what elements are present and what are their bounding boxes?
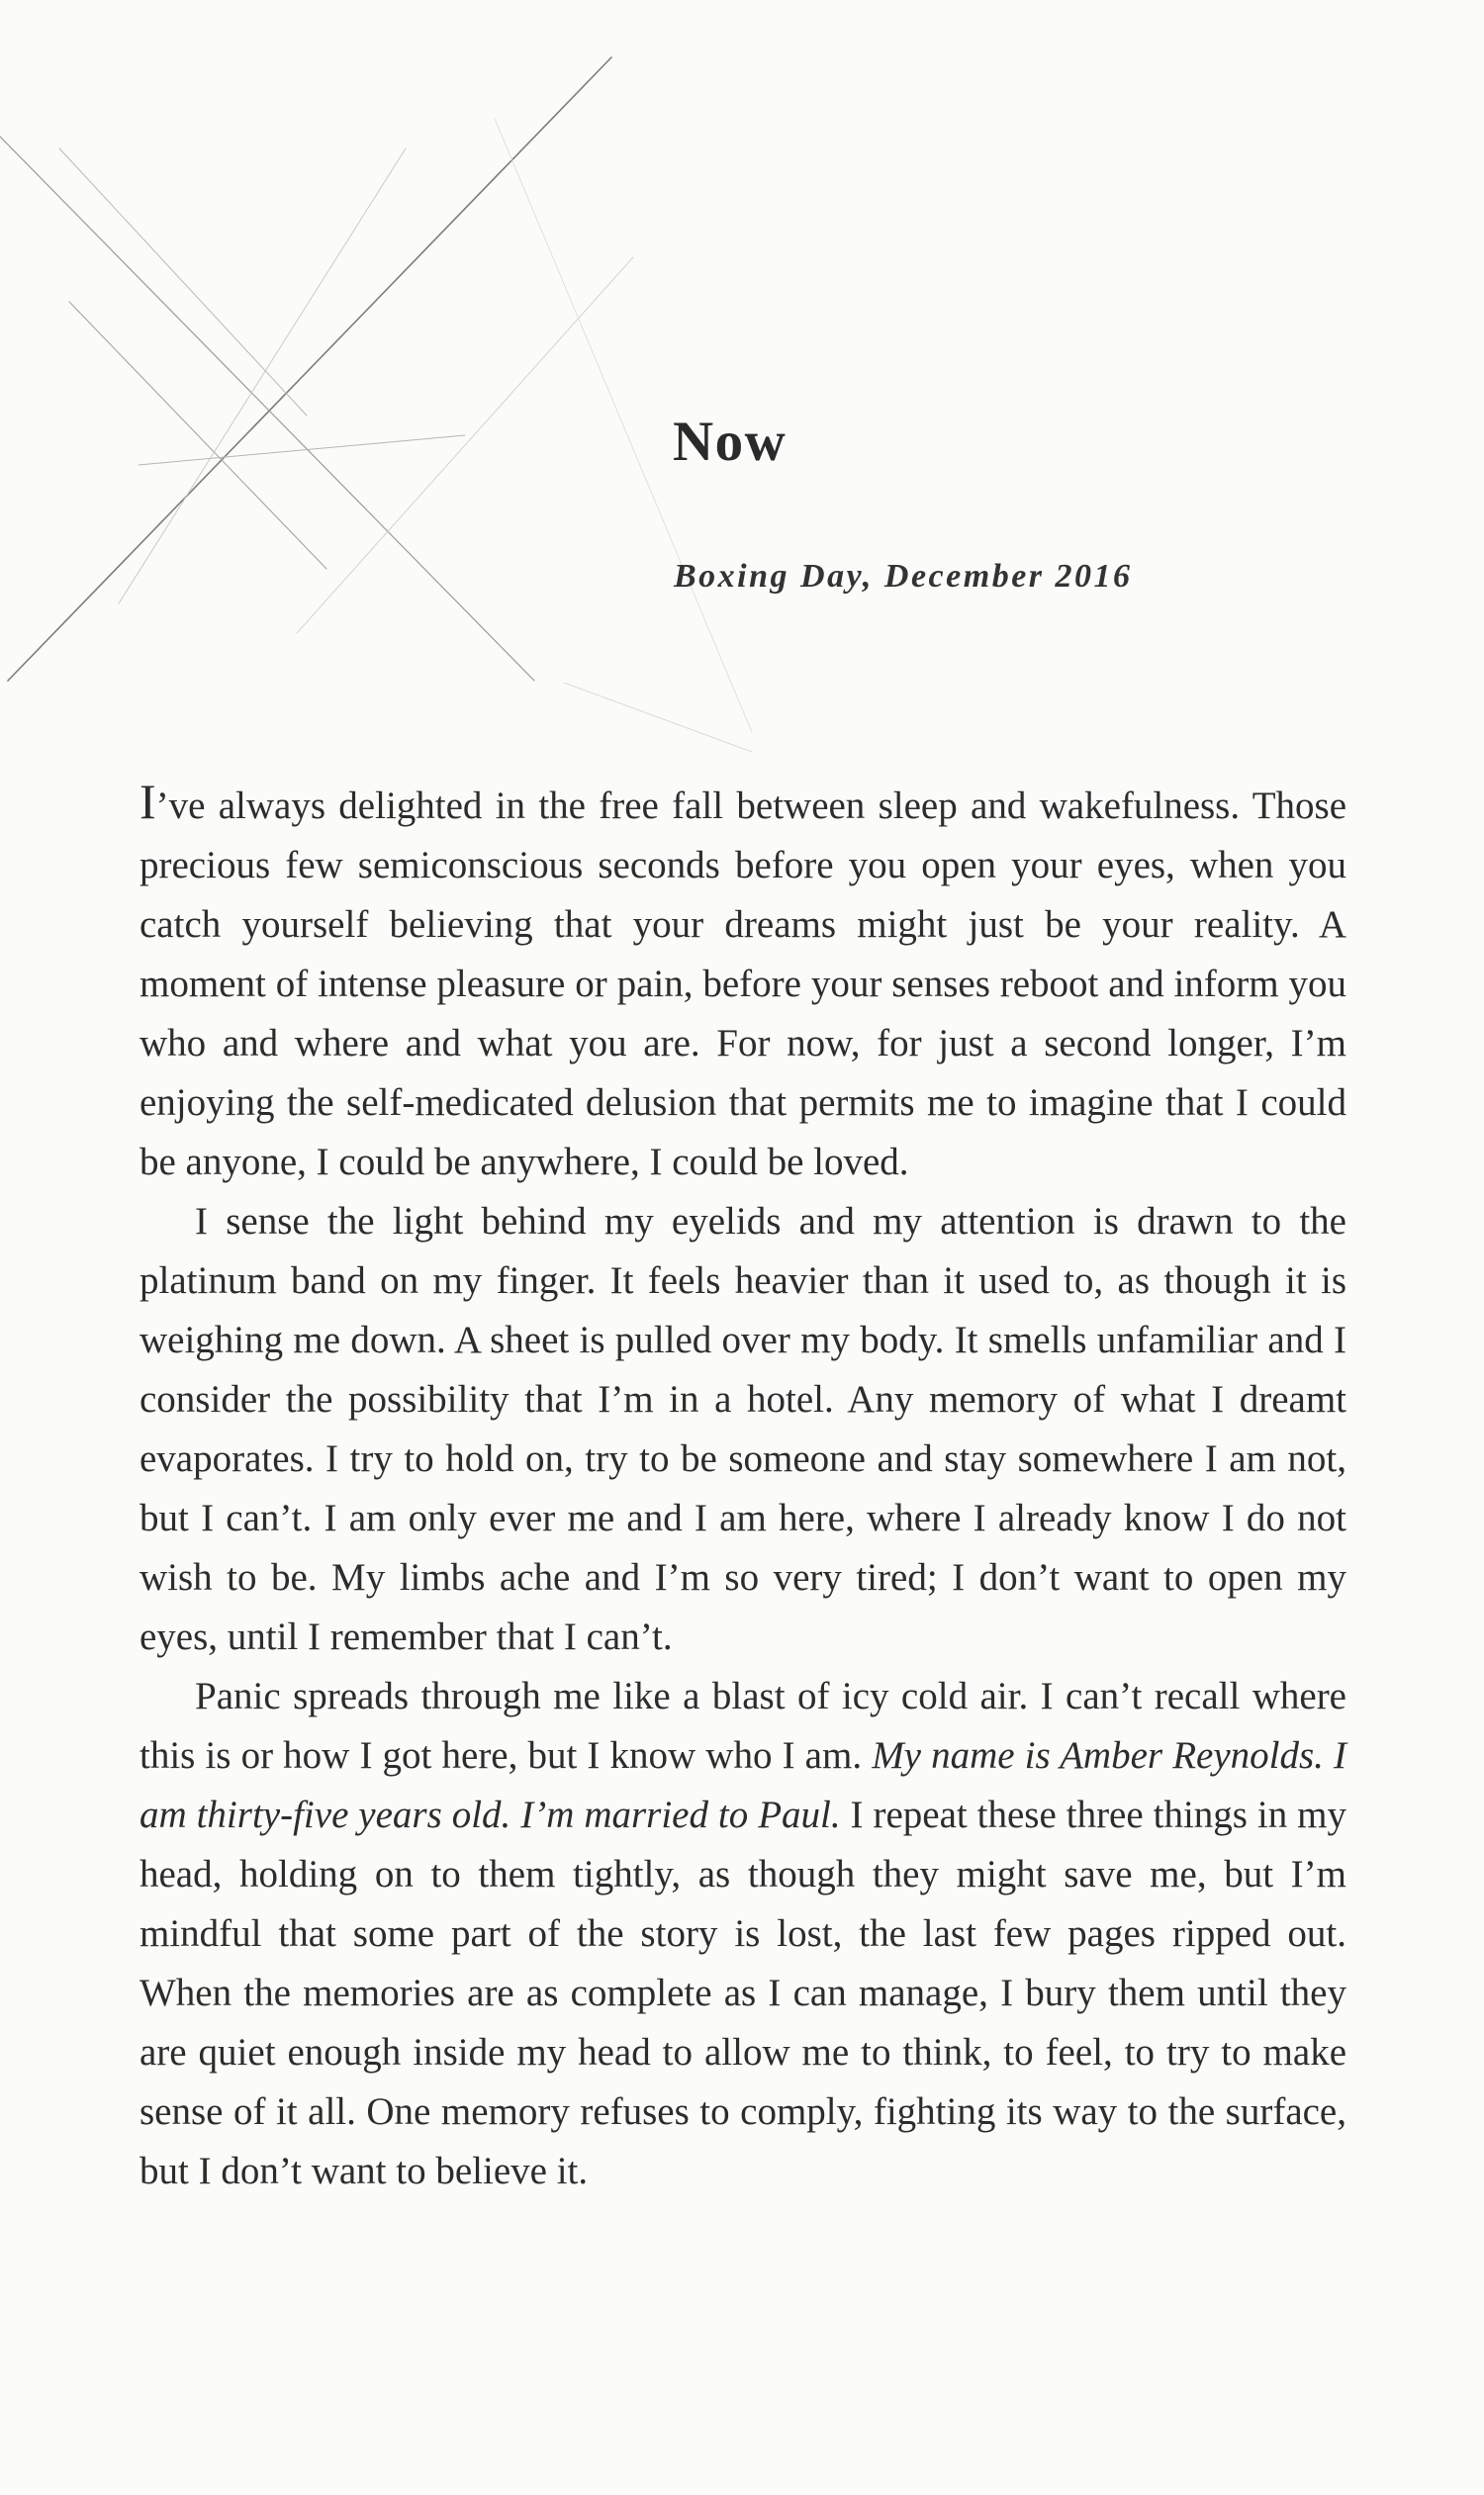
decor-line [0, 137, 534, 681]
chapter-date: Boxing Day, December 2016 [674, 558, 1133, 595]
chapter-title: Now [673, 411, 788, 473]
decor-line [564, 683, 752, 752]
decor-line [69, 302, 326, 569]
paragraph-3-text-after: I repeat these three things in my head, holding on to them tightly, as though they might save me, but I’m mindful that some part of the story is lost, the last few pages ripped out. When the memories are as complete as I can manage, I bury them until they are quiet enough inside my head to allow me to think, to feel, to try to make sense of it all. One memory refuses to comply, fighting its way to the surface, but I don’t want to believe it. [139, 1794, 1346, 2192]
decor-line [139, 435, 465, 465]
decor-line [8, 57, 611, 681]
decor-line [297, 257, 633, 633]
paragraph-1 [139, 774, 1346, 1192]
paragraph-2: I sense the light behind my eyelids and my attention is drawn to the platinum band on my finger. It feels heavier than it used to, as though it is weighing me down. A sheet is pulled over my body. It smells unfamiliar and I consider the possibility that I’m in a hotel. Any memory of what I dreamt evaporates. I try to hold on, try to be someone and stay somewhere I am not, but I can’t. I am only ever me and I am here, where I already know I do not wish to be. My limbs ache and I’m so very tired; I don’t want to open my eyes, until I remember that I can’t. [139, 1200, 1346, 1658]
chapter-body [139, 774, 1346, 2201]
crosshatch-decoration [0, 0, 1484, 752]
paragraph-3-text-before: Panic spreads through me like a blast of icy cold air. I can’t recall where this is or how I got here, but I know who I am. [139, 1675, 1346, 1777]
decor-line [59, 148, 307, 416]
drop-initial: I [139, 774, 156, 829]
paragraph-3 [139, 1667, 1346, 2201]
decor-line [119, 148, 406, 603]
paragraph-3-italic: My name is Amber Reynolds. I am thirty-five years old. I’m married to Paul. [139, 1734, 1346, 1836]
paragraph-1-text: ’ve always delighted in the free fall between sleep and wakefulness. Those precious few semiconscious seconds before you open your eyes, when you catch yourself believing that your dreams might just be your reality. A moment of intense pleasure or pain, before your senses reboot and inform you who and where and what you are. For now, for just a second longer, I’m enjoying the self-medicated delusion that permits me to imagine that I could be anyone, I could be anywhere, I could be loved. [139, 785, 1346, 1183]
